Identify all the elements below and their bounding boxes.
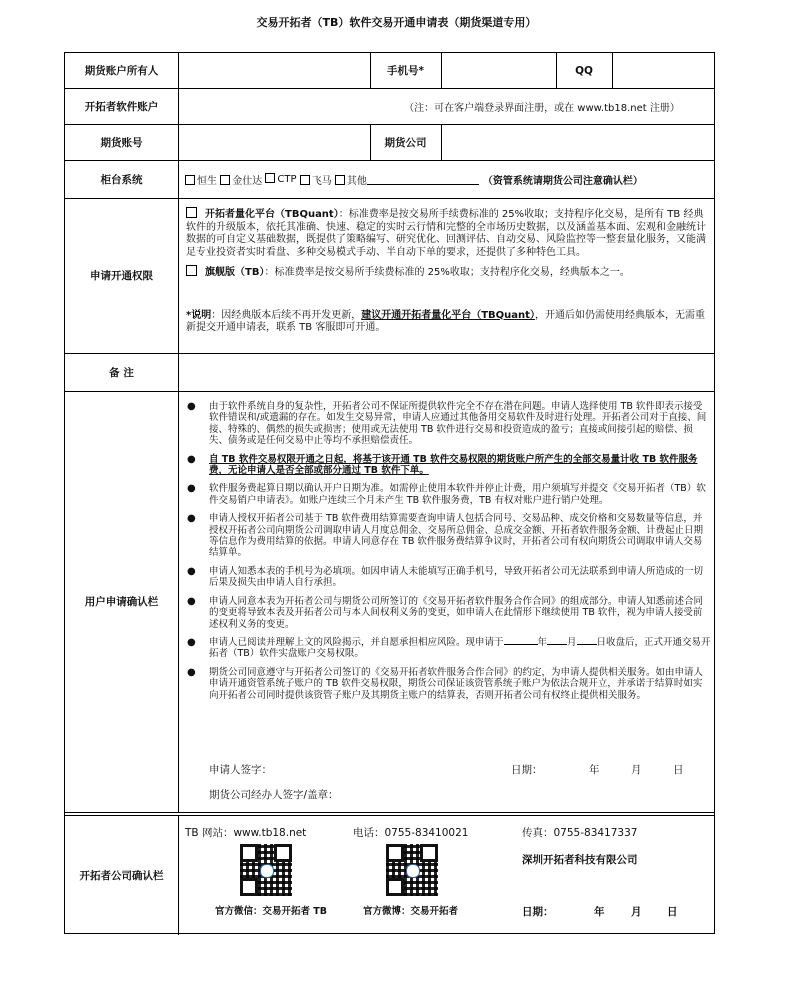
term-item: ● 期货公司同意遵守与开拓者公司签订的《交易开拓者软件服务合作合同》的约定，为申请人提供相关服务。如由申请人申请开通资管系统子账户的 TB 软件交易权限，期货公司保证该资管系统子账户为依法合规开立，并承诺于结算时如实向开拓者公司同时提供该资管子账户及其期货主账户的结算表，否则开拓者公司有权终止提供相关服务。 [187, 666, 704, 701]
checkbox-icon [335, 175, 345, 185]
tb-account-field[interactable] [178, 88, 370, 124]
permission-options [186, 207, 710, 335]
day-field[interactable] [577, 644, 597, 645]
agent-sign-label: 期货公司经办人签字/盖章： [209, 789, 339, 801]
company-date-label: 日期： [522, 906, 554, 918]
phone-field[interactable] [441, 53, 556, 88]
counter-system-label: 柜台系统 [100, 173, 143, 186]
agent-sign-field[interactable] [361, 784, 521, 798]
signature-label: 申请人签字： [209, 764, 272, 776]
owner-label: 期货账户所有人 [84, 65, 159, 77]
term-item: ● 软件服务费起算日期以确认开户日期为准。如需停止使用本软件并停止计费，用户须填写并提交《交易开拓者（TB）软件交易销户申请表》。如账户连续三个月未产生 TB 软件服务费，TB 有权对账户进行销户处理。 [187, 483, 706, 506]
company-confirm-label: 开拓者公司确认栏 [79, 869, 164, 882]
company-name: 深圳开拓者科技有限公司 [522, 854, 638, 866]
counter-system-options [185, 160, 713, 198]
checkbox-icon [265, 173, 275, 183]
tb-account-label: 开拓者软件账户 [84, 100, 159, 113]
month-field[interactable] [547, 644, 567, 645]
wechat-qr-code [240, 844, 292, 896]
user-confirm-label: 用户申请确认栏 [84, 596, 159, 608]
phone-label: 手机号* [387, 65, 424, 77]
company-month-label: 月 [631, 906, 642, 918]
weibo-qr-code [386, 844, 438, 896]
futures-company-field[interactable] [441, 124, 714, 160]
term-item: ● 申请人授权开拓者公司基于 TB 软件费用结算需要查询申请人包括合同号、交易品种、成交价格和交易数量等信息，并授权开拓者公司向期货公司调取申请人月度总佣金、交易所总佣金、总成交金额、开拓者软件服务金额、计费起止日期等信息作为费用结算的依据。申请人同意存在 TB 软件服务费结算争议时，开拓者公司有权向期货公司调取申请人交易结算单。 [187, 513, 704, 559]
permission-note: *说明：因经典版本后续不再开发更新，建议开通开拓者量化平台（TBQuant），开通后如仍需使用经典版本，无需重新提交开通申请表，联系 TB 客服即可开通。 [186, 309, 705, 333]
company-year-label: 年 [594, 906, 605, 918]
website-text: TB 网站：www.tb18.net [185, 827, 307, 839]
term-item: ● 自 TB 软件交易权限开通之日起，将基于该开通 TB 软件交易权限的期货账户所产生的全部交易量计收 TB 软件服务费，无论申请人是否全部或部分通过 TB 软件下单。 [187, 453, 698, 477]
checkbox-icon [186, 207, 197, 218]
term-item: ● 由于软件系统自身的复杂性，开拓者公司不保证所提供软件完全不存在潜在问题。申请人选择使用 TB 软件即表示接受软件错误和/或遗漏的存在。如发生交易异常，申请人应通过其他备用交易软件及时进行处理。开拓者公司对于直接、间接、特殊的、偶然的损失或损害；使用或无法使用 TB 软件进行交易和投资造成的盈亏；直接或间接引起的赔偿、损失、债务或是任何交易中止等均不承担赔偿责任。 [187, 401, 707, 447]
phone-text: 电话：0755-83410021 [353, 827, 469, 839]
fax-text: 传真：0755-83417337 [522, 827, 638, 839]
option-femas[interactable]: 飞马 [300, 172, 332, 187]
company-day-label: 日 [667, 906, 678, 918]
year-field[interactable] [504, 644, 538, 645]
futures-account-field[interactable] [178, 124, 370, 160]
term-item: ● 申请人已阅读并理解上文的风险揭示，并自愿承担相应风险。现申请于 年 月 日收盘后，正式开通交易开拓者（TB）软件实盘账户交易权限。 [187, 636, 711, 660]
remarks-label: 备 注 [109, 366, 134, 379]
signature-field[interactable] [275, 759, 435, 773]
term-item: ● 申请人同意本表为开拓者公司与期货公司所签订的《交易开拓者软件服务合作合同》的组成部分。申请人知悉前述合同的变更将导致本表及开拓者公司与本人间权利义务的变更，如申请人在此情形下继续使用 TB 软件，视为申请人接受前述权利义务的变更。 [187, 595, 704, 630]
permission-label: 申请开通权限 [90, 270, 153, 282]
qq-field[interactable] [612, 53, 714, 88]
option-other[interactable]: 其他 [335, 172, 367, 187]
futures-account-label: 期货账号 [100, 136, 143, 149]
option-hengsheng[interactable]: 恒生 [185, 172, 217, 187]
option-flagship[interactable]: 旗舰版（TB）：标准费率是按交易所手续费标准的 25%收取；支持程序化交易，经典版本之一。 [186, 265, 710, 280]
checkbox-icon [220, 175, 230, 185]
option-ctp[interactable]: CTP [265, 173, 296, 185]
term-item: ● 申请人知悉本表的手机号为必填项。如因申请人未能填写正确手机号，导致开拓者公司无法联系到申请人所造成的一切后果及损失由申请人自行承担。 [187, 565, 704, 589]
form-title: 交易开拓者（TB）软件交易开通申请表（期货渠道专用） [256, 16, 537, 29]
checkbox-icon [185, 175, 195, 185]
checkbox-icon [186, 265, 197, 276]
application-form [64, 52, 715, 934]
sign-year-label: 年 [589, 764, 600, 776]
sign-date-label: 日期： [511, 764, 543, 776]
option-kingstar[interactable]: 金仕达 [220, 172, 262, 187]
owner-field[interactable] [178, 53, 370, 88]
checkbox-icon [300, 175, 310, 185]
tb-account-note: （注：可在客户端登录界面注册，或在 www.tb18.net 注册） [404, 102, 680, 114]
weibo-caption: 官方微博：交易开拓者 [363, 906, 459, 917]
sign-day-label: 日 [673, 764, 684, 776]
user-confirm-terms [179, 401, 711, 708]
futures-company-label: 期货公司 [384, 136, 427, 149]
qq-label: QQ [575, 64, 593, 77]
other-system-field[interactable] [367, 174, 479, 185]
counter-system-note: （资管系统请期货公司注意确认栏） [482, 175, 643, 187]
wechat-caption: 官方微信：交易开拓者 TB [215, 906, 328, 917]
option-tbquant[interactable]: 开拓者量化平台（TBQuant）：标准费率是按交易所手续费标准的 25%收取；支持程序化交易，是所有 TB 经典软件的升级版本，依托其准确、快速、稳定的实时云行情和完整的全市场历史数据，以及涵盖基本面、宏观和金融统计数据的可自定义基础数据，既提供了策略编写、研究优化、回测评估、自动交易、风险监控等一整套量化服务，又能满足专业投资者实时看盘、多种交易模式手动、半自动下单的要求，还提供了多种特色工具。 [186, 209, 706, 258]
sign-month-label: 月 [631, 764, 642, 776]
remarks-field[interactable] [178, 353, 714, 391]
